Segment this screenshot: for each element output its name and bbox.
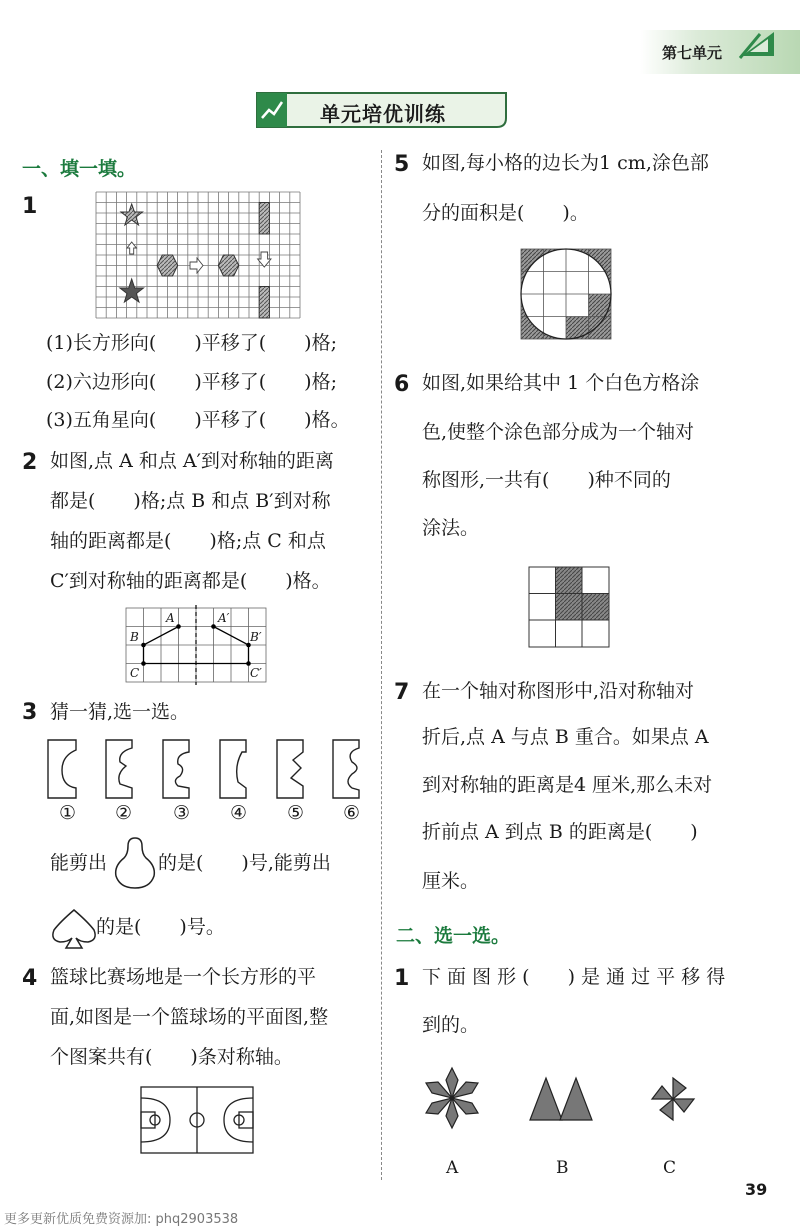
q6-line-4: 涂法。 [422, 517, 480, 539]
choice-c-label: C [663, 1158, 677, 1178]
question-number: 6 [394, 372, 410, 397]
s2-q1-line-1: 下 面 图 形 ( ) 是 通 过 平 移 得 [422, 966, 726, 988]
choice-c-figure [650, 1076, 696, 1122]
q4-line-2: 面,如图是一个篮球场的平面图,整 [50, 1006, 329, 1028]
banner [254, 90, 510, 130]
q6-line-3: 称图形,一共有( )种不同的 [422, 469, 671, 491]
ruler-icon [738, 30, 778, 60]
q3-line-2: 的是( )号。 [96, 916, 225, 938]
question-number: 5 [394, 152, 410, 177]
q1-line-3: (3)五角星向( )平移了( )格。 [46, 409, 350, 431]
point-label-a-prime: A′ [218, 611, 230, 625]
point-label-a: A [166, 611, 175, 625]
choice-b-figure [528, 1076, 594, 1122]
q7-line-3: 到对称轴的距离是4 厘米,那么未对 [422, 774, 713, 796]
source-note: 更多更新优质免费资源加: phq2903538 [4, 1212, 239, 1227]
point-label-c: C [130, 666, 140, 680]
q7-line-4: 折前点 A 到点 B 的距离是( ) [422, 821, 698, 843]
circle-area-figure [520, 248, 612, 340]
q1-line-1: (1)长方形向( )平移了( )格; [46, 332, 337, 354]
option-3: ③ [173, 802, 191, 824]
q6-line-1: 如图,如果给其中 1 个白色方格涂 [422, 372, 700, 394]
q5-line-2: 分的面积是( )。 [422, 202, 589, 224]
q5-line-1: 如图,每小格的边长为1 cm,涂色部 [422, 152, 709, 174]
choice-b-label: B [556, 1158, 569, 1178]
q7-line-5: 厘米。 [422, 870, 480, 892]
page-title: 单元培优训练 [320, 102, 446, 126]
option-1: ① [59, 802, 77, 824]
shading-grid [528, 566, 610, 648]
q4-line-3: 个图案共有( )条对称轴。 [50, 1046, 293, 1068]
folded-paper-shapes [46, 738, 376, 800]
option-4: ④ [230, 802, 248, 824]
column-divider [381, 150, 382, 1180]
section-title-choose: 二、选一选。 [396, 925, 511, 947]
q7-line-1: 在一个轴对称图形中,沿对称轴对 [422, 680, 695, 702]
gourd-shape [110, 836, 160, 890]
question-number: 1 [394, 966, 410, 991]
q2-line-3: 轴的距离都是( )格;点 C 和点 [50, 530, 326, 552]
question-number: 7 [394, 680, 410, 705]
question-number: 1 [22, 194, 38, 219]
basketball-court [140, 1086, 254, 1154]
q4-line-1: 篮球比赛场地是一个长方形的平 [50, 966, 317, 988]
point-label-b: B [130, 630, 139, 644]
point-label-b-prime: B′ [250, 630, 262, 644]
spade-shape [50, 908, 98, 950]
question-number: 2 [22, 450, 38, 475]
section-title-fill: 一、填一填。 [22, 158, 137, 180]
unit-label: 第七单元 [662, 44, 723, 62]
option-6: ⑥ [343, 802, 361, 824]
q6-line-2: 色,使整个涂色部分成为一个轴对 [422, 421, 695, 443]
q2-line-4: C′到对称轴的距离都是( )格。 [50, 570, 331, 592]
option-5: ⑤ [287, 802, 305, 824]
q2-line-1: 如图,点 A 和点 A′到对称轴的距离 [50, 450, 334, 472]
option-2: ② [115, 802, 133, 824]
translation-grid [96, 192, 300, 318]
choice-a-figure [420, 1066, 484, 1130]
page-number: 39 [745, 1180, 768, 1199]
q3-line-1-start: 能剪出 [50, 852, 108, 874]
q3-line-1-end: 的是( )号,能剪出 [158, 852, 331, 874]
q2-line-2: 都是( )格;点 B 和点 B′到对称 [50, 490, 331, 512]
q7-line-2: 折后,点 A 与点 B 重合。如果点 A [422, 726, 709, 748]
s2-q1-line-2: 到的。 [422, 1014, 480, 1036]
q3-title: 猜一猜,选一选。 [50, 701, 190, 723]
point-label-c-prime: C′ [250, 666, 262, 680]
choice-a-label: A [446, 1158, 459, 1178]
q1-line-2: (2)六边形向( )平移了( )格; [46, 371, 337, 393]
symmetry-grid [126, 608, 266, 682]
question-number: 4 [22, 966, 38, 991]
question-number: 3 [22, 700, 38, 725]
